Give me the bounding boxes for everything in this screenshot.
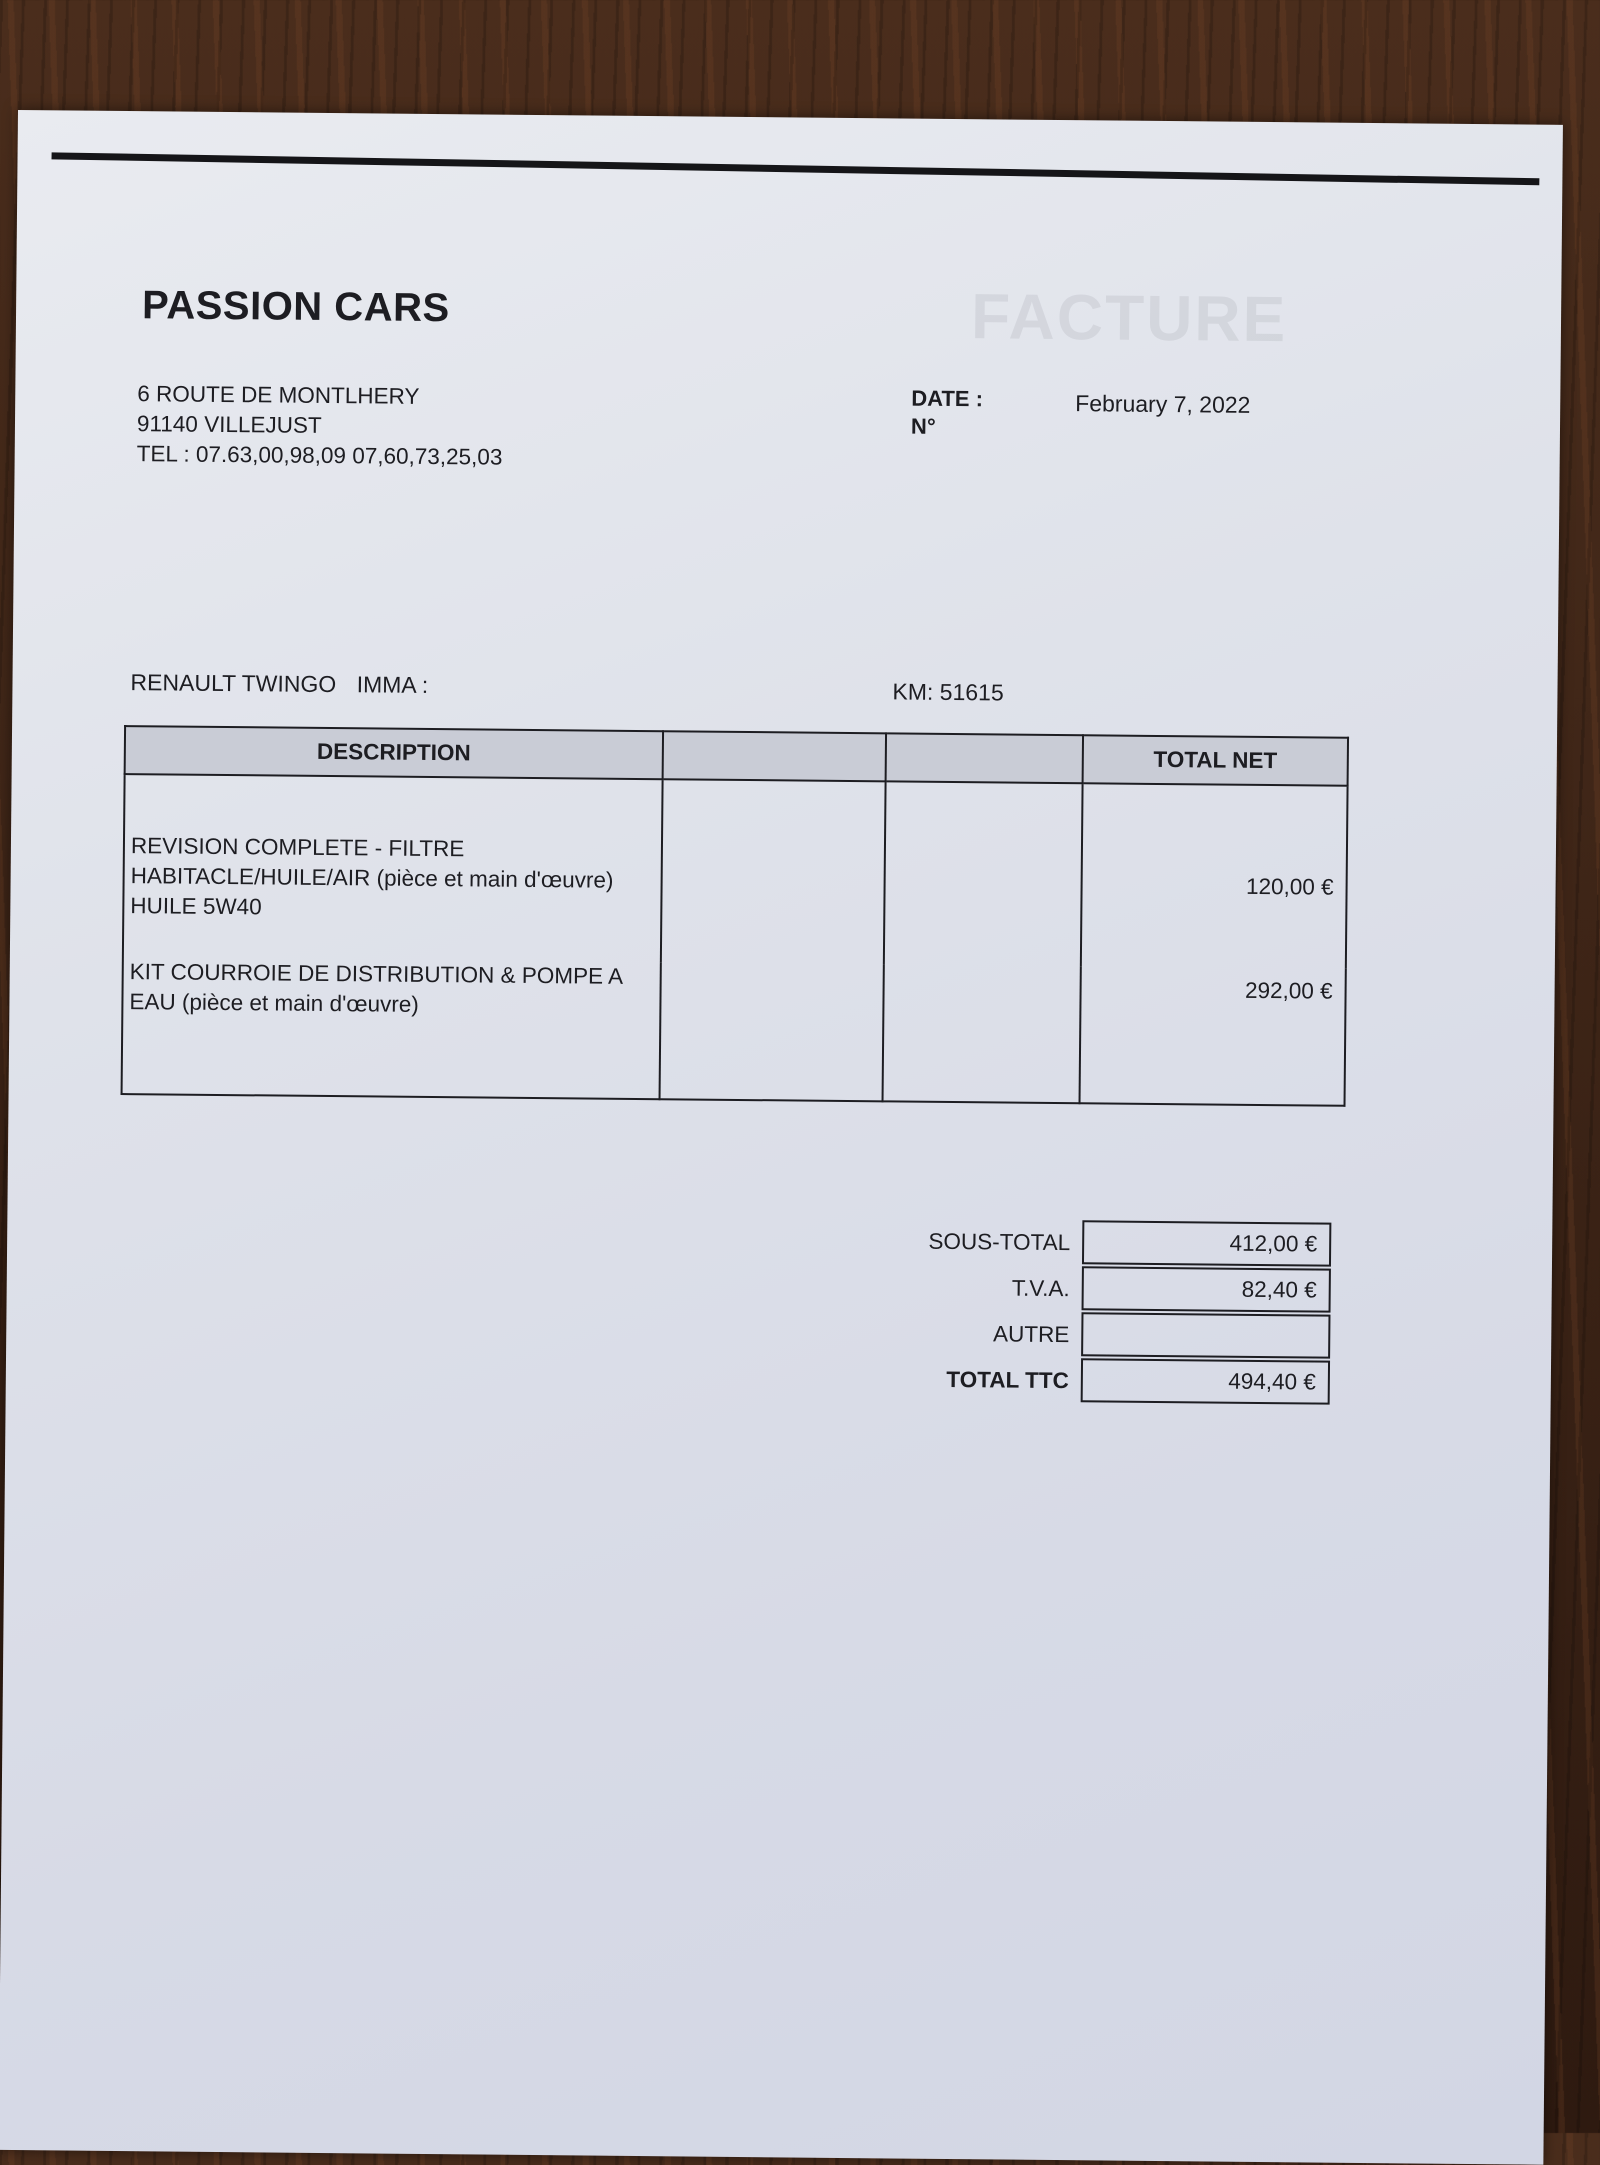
company-address	[137, 379, 504, 473]
row-1-col-2	[661, 779, 886, 964]
tva-row	[887, 1264, 1331, 1314]
vehicle-model: RENAULT TWINGO	[130, 669, 337, 698]
row-2-description-cell	[122, 957, 661, 1099]
date-number-labels	[911, 385, 983, 442]
row-2-total: 292,00 €	[1244, 977, 1333, 1004]
row-1-description-cell	[123, 774, 663, 962]
address-line-2: 91140 VILLEJUST	[136, 411, 322, 438]
phone-line: TEL : 07.63,00,98,09 07,60,73,25,03	[136, 441, 503, 470]
total-ttc-label: TOTAL TTC	[946, 1366, 1069, 1394]
row-2-col-3	[883, 964, 1081, 1103]
col-3	[886, 733, 1083, 783]
row-1-description: REVISION COMPLETE - FILTRE HABITACLE/HUILE/AIR (pièce et main d'œuvre) HUILE 5W40	[130, 833, 614, 920]
watermark-title: FACTURE	[970, 280, 1288, 356]
vehicle-km: KM: 51615	[892, 678, 1004, 706]
other-label: AUTRE	[992, 1321, 1070, 1348]
other-row	[886, 1310, 1330, 1360]
row-2-total-cell	[1080, 966, 1346, 1106]
subtotal-label: SOUS-TOTAL	[928, 1228, 1071, 1256]
row-2-col-2	[660, 962, 884, 1101]
col-2	[663, 731, 886, 781]
total-ttc-value: 494,40 €	[1081, 1358, 1330, 1404]
totals-block	[886, 1218, 1332, 1406]
other-value	[1081, 1312, 1330, 1358]
subtotal-row	[887, 1218, 1331, 1268]
subtotal-value: 412,00 €	[1082, 1220, 1331, 1266]
number-label: N°	[910, 413, 936, 439]
table-row	[122, 957, 1346, 1106]
total-ttc-row	[886, 1356, 1330, 1406]
date-label: DATE :	[911, 385, 984, 412]
tva-label: T.V.A.	[1011, 1275, 1070, 1302]
row-1-total-cell	[1081, 783, 1348, 969]
top-rule	[52, 152, 1540, 185]
row-2-description: KIT COURROIE DE DISTRIBUTION & POMPE A EAU (pièce et main d'œuvre)	[129, 959, 623, 1017]
col-total-net: TOTAL NET	[1083, 735, 1348, 786]
invoice-date: February 7, 2022	[1075, 390, 1251, 418]
row-1-col-3	[884, 781, 1083, 966]
company-name: PASSION CARS	[141, 283, 450, 331]
col-description: DESCRIPTION	[125, 726, 663, 779]
vehicle-info	[130, 669, 442, 699]
row-1-total: 120,00 €	[1245, 873, 1334, 900]
address-line-1: 6 ROUTE DE MONTLHERY	[137, 381, 420, 409]
plate-label: IMMA :	[356, 671, 429, 698]
tva-value: 82,40 €	[1082, 1266, 1331, 1312]
table-row	[123, 774, 1348, 969]
items-table-wrap	[121, 725, 1349, 1107]
items-table	[121, 725, 1349, 1107]
invoice-paper	[0, 110, 1563, 2165]
